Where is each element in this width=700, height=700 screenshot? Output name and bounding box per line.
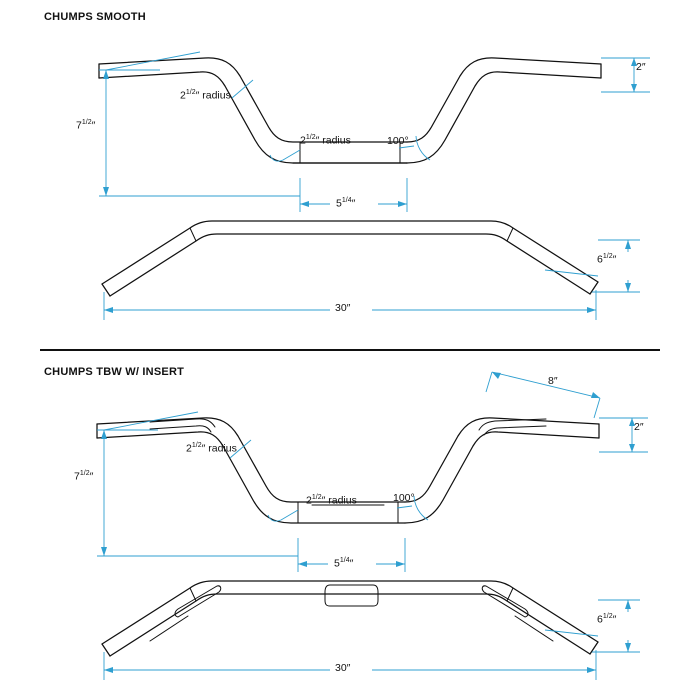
top-plan-view [102, 221, 598, 296]
dim-end-rise-bottom: 2″ [634, 421, 644, 433]
bottom-front-dimensions [97, 372, 648, 572]
dim-radius-left-top: $2^{1/2}''$ radius [180, 89, 231, 102]
dim-grip-length-bottom: 8″ [548, 375, 558, 387]
dim-end-rise-top: 2″ [636, 61, 646, 73]
dim-radius-left-bottom: $2^{1/2}''$ radius [186, 442, 237, 455]
top-front-elevation [99, 58, 601, 163]
dim-center-width-bottom: $5^{1/4}''$ [334, 557, 354, 570]
dim-radius-center-bottom: $2^{1/2}''$ radius [306, 494, 357, 507]
dim-pullback-top: $6^{1/2}''$ [597, 253, 617, 266]
dim-rise-top: $7^{1/2}''$ [76, 119, 96, 132]
top-plan-dimensions [104, 240, 640, 320]
dim-angle-bottom: 100° [393, 492, 415, 504]
bottom-front-elevation [97, 418, 599, 523]
bottom-plan-dimensions [104, 600, 640, 680]
dim-overall-width-bottom: 30″ [335, 662, 351, 674]
dim-overall-width-top: 30″ [335, 302, 351, 314]
dim-rise-bottom: $7^{1/2}''$ [74, 470, 94, 483]
panel-title-top: CHUMPS SMOOTH [44, 11, 146, 23]
dim-center-width-top: $5^{1/4}''$ [336, 197, 356, 210]
panel-title-bottom: CHUMPS TBW W/ INSERT [44, 366, 185, 378]
bottom-plan-view [102, 581, 598, 656]
dim-radius-center-top: $2^{1/2}''$ radius [300, 134, 351, 147]
dim-angle-top: 100° [387, 135, 409, 147]
dim-pullback-bottom: $6^{1/2}''$ [597, 613, 617, 626]
